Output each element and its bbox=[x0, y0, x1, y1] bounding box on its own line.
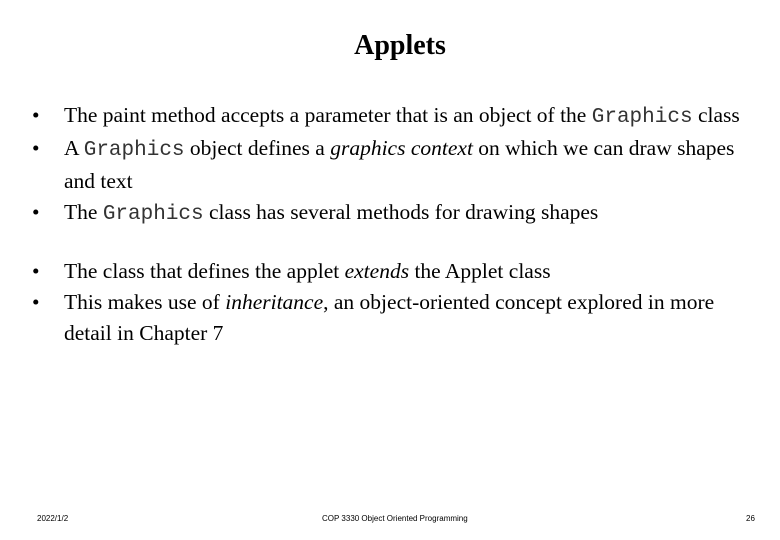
bullet-item: • The Graphics class has several methods for drawing shapes bbox=[30, 197, 760, 230]
slide-title: Applets bbox=[354, 30, 446, 61]
footer-date: 2022/1/2 bbox=[37, 514, 69, 523]
footer-course: COP 3330 Object Oriented Programming bbox=[322, 514, 468, 523]
bullet-item: • This makes use of inheritance, an object-oriented concept explored in more detail in Chapter 7 bbox=[30, 287, 760, 349]
bullet-item: • The class that defines the applet extends the Applet class bbox=[30, 256, 760, 287]
bullet-list bbox=[30, 100, 760, 349]
footer-page-number: 26 bbox=[746, 514, 755, 523]
bullet-item: • The paint method accepts a parameter that is an object of the Graphics class bbox=[30, 100, 760, 133]
bullet-item: • A Graphics object defines a graphics context on which we can draw shapes and text bbox=[30, 133, 760, 197]
